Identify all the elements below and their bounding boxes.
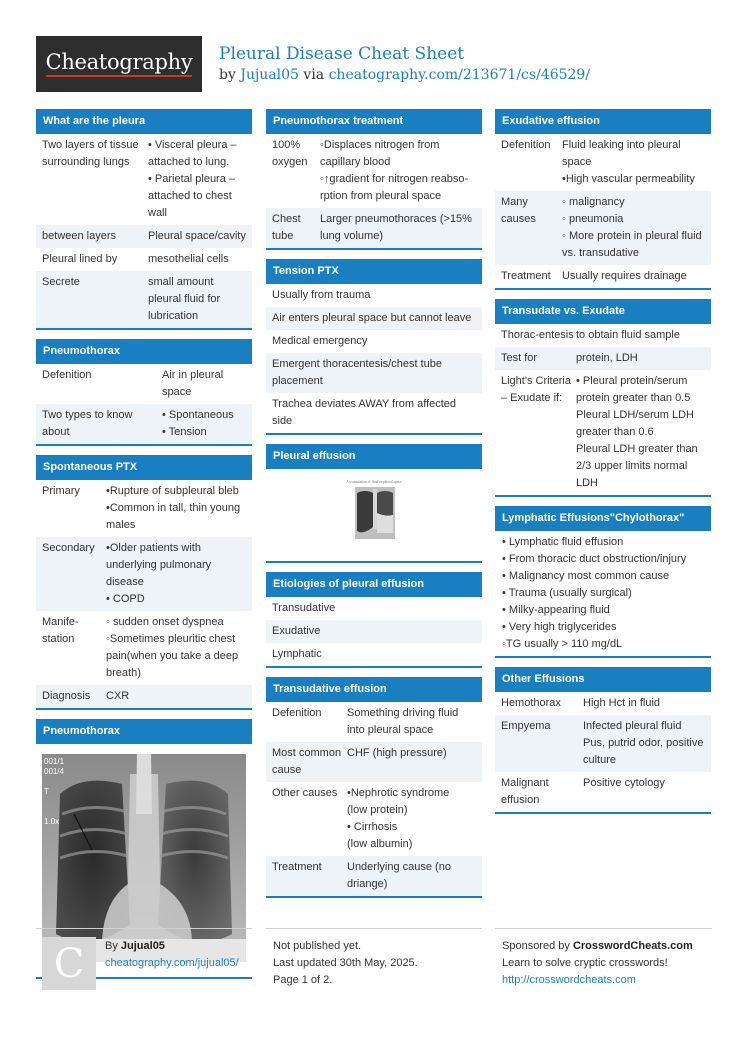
section-pneumothorax	[36, 339, 252, 446]
list-item: • Lymphatic fluid effusion	[502, 536, 624, 548]
column-3	[495, 109, 711, 823]
xray-label: 001/4	[44, 767, 65, 776]
footer-status: Not published yet. Last updated 30th May, 2025. Page 1 of 2.	[273, 940, 418, 986]
section-title: Transudative effusion	[266, 677, 482, 702]
section-title: Exudative effusion	[495, 109, 711, 134]
section-title: Other Effusions	[495, 667, 711, 692]
list-item: ◦TG usually > 110 mg/dL	[502, 638, 623, 650]
list-item: Air enters pleural space but cannot leave	[266, 307, 482, 330]
section-title: Transudate vs. Exudate	[495, 299, 711, 324]
list-item: Emergent thoracentesis/chest tube placement	[266, 353, 482, 393]
table-row: Thorac-entesis to obtain fluid sample	[495, 324, 711, 347]
table-row: Test for protein, LDH	[495, 347, 711, 370]
section-exudative-effusion	[495, 109, 711, 290]
table-row: between layers Pleural space/cavity	[36, 225, 252, 248]
section-title: Pneumothorax treatment	[266, 109, 482, 134]
table-row: Two types to know about • Spontaneous • Tension	[36, 404, 252, 444]
footer	[36, 928, 712, 998]
section-transudative-effusion	[266, 677, 482, 898]
footer-divider	[266, 928, 482, 929]
list-item: • Very high triglycerides	[502, 621, 617, 633]
sheet-url-link[interactable]: cheatography.com/213671/cs/46529/	[328, 67, 591, 83]
table-row: Manife-station ◦ sudden onset dyspnea ◦Sometimes pleuritic chest pain(when you take a deep breath)	[36, 611, 252, 685]
list-item: Lymphatic	[266, 643, 482, 666]
logo-text: Cheatography	[46, 51, 193, 77]
image-caption: Accumulation of fluid in pleural space	[346, 480, 402, 484]
list-item: Trachea deviates AWAY from affected side	[266, 393, 482, 433]
table-row: Malignant effusion Positive cytology	[495, 772, 711, 812]
table-row: Treatment Usually requires drainage	[495, 265, 711, 288]
section-title: Spontaneous PTX	[36, 455, 252, 480]
footer-author: By Jujual05 cheatography.com/jujual05/	[105, 940, 239, 969]
cheatography-logo[interactable]	[36, 36, 202, 92]
table-row: Two layers of tissue surrounding lungs • Visceral pleura – attached to lung. • Parietal pleura – attached to chest wall	[36, 134, 252, 225]
section-title: Pneumothorax	[36, 339, 252, 364]
table-row: 100% oxygen ◦Displaces nitrogen from capillary blood ◦↑gradient for nitrogen reabso-rption from pleural space	[266, 134, 482, 208]
table-row: Treatment Underlying cause (no driange)	[266, 856, 482, 896]
table-row: Many causes ◦ malignancy ◦ pneumonia ◦ More protein in pleural fluid vs. transudative	[495, 191, 711, 265]
page-title: Pleural Disease Cheat Sheet	[219, 44, 465, 64]
section-title: Lymphatic Effusions"Chylothorax"	[495, 506, 711, 531]
author-profile-link[interactable]: cheatography.com/jujual05/	[105, 957, 239, 969]
section-other-effusions	[495, 667, 711, 814]
list-item: • Trauma (usually surgical)	[502, 587, 632, 599]
avatar[interactable]: C	[42, 937, 96, 990]
section-lymphatic-effusions	[495, 506, 711, 658]
byline: by Jujual05 via cheatography.com/213671/cs/46529/	[219, 67, 591, 83]
table-row: Defenition Air in pleural space	[36, 364, 252, 404]
table-row: Hemothorax High Hct in fluid	[495, 692, 711, 715]
list-item: • Malignancy most common cause	[502, 570, 670, 582]
table-row: Pleural lined by mesothelial cells	[36, 248, 252, 271]
footer-sponsor: Sponsored by CrosswordCheats.com Learn to solve cryptic crosswords! http://crosswordcheats.com	[502, 940, 693, 986]
sponsor-name[interactable]: CrosswordCheats.com	[572, 940, 693, 952]
title-block	[219, 44, 590, 83]
list-item: • From thoracic duct obstruction/injury	[502, 553, 687, 565]
table-row: Secrete small amount pleural fluid for lubrication	[36, 271, 252, 328]
xray-label: T	[44, 787, 49, 796]
table-row: Diagnosis CXR	[36, 685, 252, 708]
section-title: Pneumothorax	[36, 719, 252, 744]
section-title: What are the pleura	[36, 109, 252, 134]
table-row: Other causes •Nephrotic syndrome (low protein) • Cirrhosis (low albumin)	[266, 782, 482, 856]
section-title: Tension PTX	[266, 259, 482, 284]
section-title: Etiologies of pleural effusion	[266, 572, 482, 597]
section-pneumothorax-treatment	[266, 109, 482, 250]
list-item: Usually from trauma	[266, 284, 482, 307]
table-row: Chest tube Larger pneumothoraces (>15% lung volume)	[266, 208, 482, 248]
footer-author-name[interactable]: Jujual05	[120, 940, 165, 952]
footer-divider	[495, 928, 712, 929]
table-row: Most common cause CHF (high pressure)	[266, 742, 482, 782]
list-item: • Milky-appearing fluid	[502, 604, 610, 616]
table-row: Secondary •Older patients with underlying pulmonary disease • COPD	[36, 537, 252, 611]
list-item: Medical emergency	[266, 330, 482, 353]
table-row: Defenition Fluid leaking into pleural space •High vascular permeability	[495, 134, 711, 191]
footer-divider	[36, 928, 252, 929]
pleural-effusion-image	[335, 477, 413, 541]
section-pleura	[36, 109, 252, 330]
xray-label: 001/1	[44, 757, 65, 766]
table-row: Defenition Something driving fluid into pleural space	[266, 702, 482, 742]
sponsor-link[interactable]: http://crosswordcheats.com	[502, 974, 636, 986]
list-item: Transudative	[266, 597, 482, 620]
xray-label: 1.0x	[44, 817, 60, 826]
table-row: Empyema Infected pleural fluid Pus, putrid odor, positive culture	[495, 715, 711, 772]
section-transudate-vs-exudate	[495, 299, 711, 497]
section-title: Pleural effusion	[266, 444, 482, 469]
table-row: Light's Criteria – Exudate if: • Pleural protein/serum protein greater than 0.5 Pleural LDH/serum LDH greater than 0.6 Pleural LDH greater than 2/3 upper limits normal LDH	[495, 370, 711, 495]
column-1	[36, 109, 252, 988]
table-row: Primary •Rupture of subpleural bleb •Common in tall, thin young males	[36, 480, 252, 537]
list-item: Exudative	[266, 620, 482, 643]
author-link[interactable]: Jujual05	[240, 67, 299, 83]
section-tension-ptx	[266, 259, 482, 435]
section-etiologies	[266, 572, 482, 668]
section-spontaneous-ptx	[36, 455, 252, 710]
column-2	[266, 109, 482, 907]
section-pleural-effusion	[266, 444, 482, 563]
